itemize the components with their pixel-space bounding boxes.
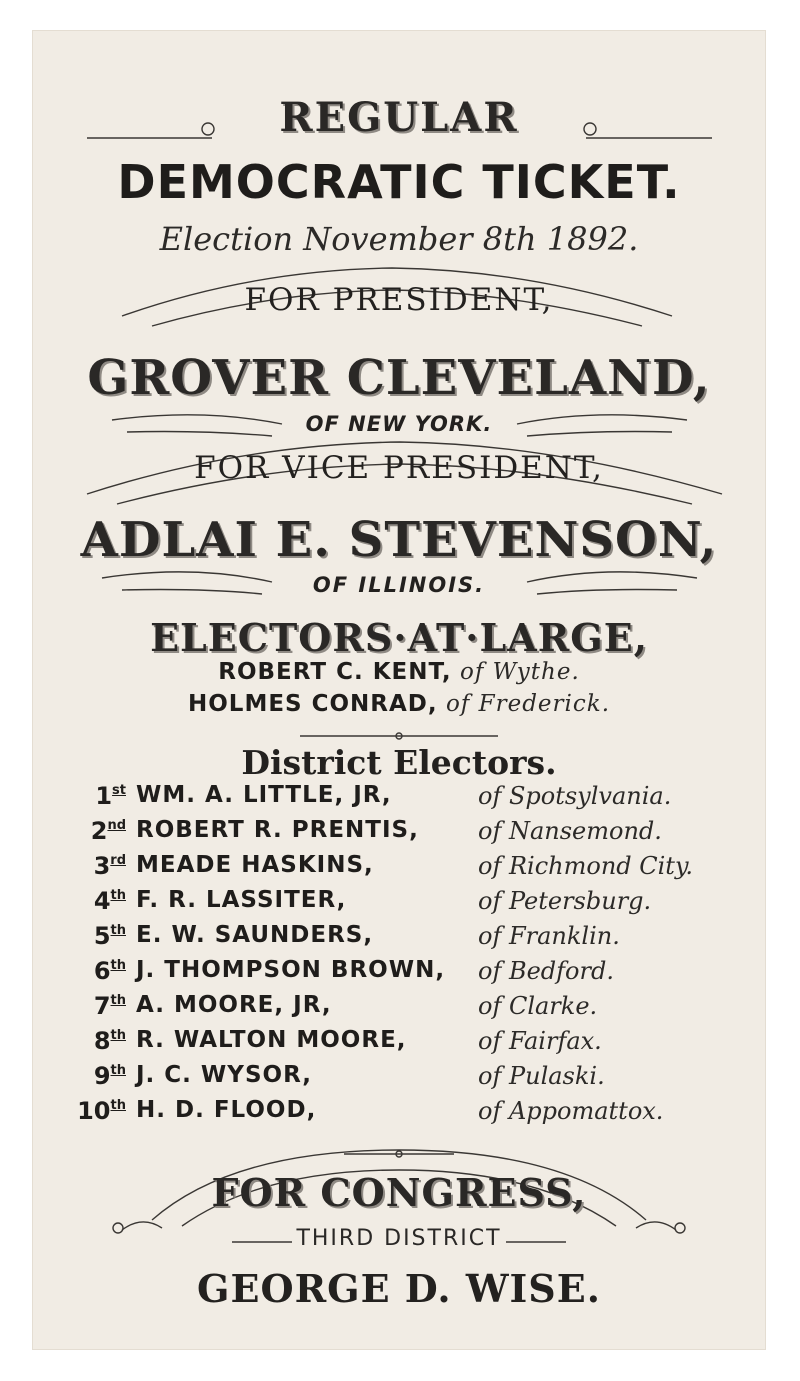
elector-place: of Fairfax. <box>478 1027 602 1055</box>
elector-place: of Wythe. <box>459 659 580 685</box>
district-ordinal: 8th <box>93 1027 126 1055</box>
elector-name: MEADE HASKINS, <box>136 852 374 878</box>
district-elector-row <box>32 887 766 921</box>
ticket-title: DEMOCRATIC TICKET. <box>117 155 681 209</box>
vice-president-state: OF ILLINOIS. <box>312 573 486 597</box>
elector-place: of Clarke. <box>478 992 598 1020</box>
elector-name: ROBERT C. KENT, <box>218 659 452 685</box>
district-elector-row <box>32 957 766 991</box>
elector-place: of Franklin. <box>478 922 620 950</box>
district-ordinal: 3rd <box>93 852 126 880</box>
for-congress-label: FOR CONGRESS, <box>211 1170 587 1215</box>
president-candidate: GROVER CLEVELAND, <box>87 350 711 406</box>
president-state: OF NEW YORK. <box>305 412 493 436</box>
district-elector-row <box>32 992 766 1026</box>
elector-place: of Petersburg. <box>478 887 652 915</box>
district-ordinal: 6th <box>93 957 126 985</box>
district-ordinal: 5th <box>93 922 126 950</box>
district-ordinal: 10th <box>77 1097 126 1125</box>
elector-place: of Spotsylvania. <box>478 782 672 810</box>
election-date: Election November 8th 1892. <box>159 220 639 258</box>
vice-president-candidate: ADLAI E. STEVENSON, <box>80 512 718 568</box>
district-elector-row <box>32 817 766 851</box>
elector-name: J. THOMPSON BROWN, <box>136 957 446 983</box>
elector-name: R. WALTON MOORE, <box>136 1027 407 1053</box>
district-ordinal: 9th <box>93 1062 126 1090</box>
congress-district: THIRD DISTRICT <box>296 1226 502 1251</box>
elector-place: of Appomattox. <box>478 1097 664 1125</box>
elector-place: of Frederick. <box>445 691 611 717</box>
district-elector-row <box>32 1097 766 1131</box>
elector-name: A. MOORE, JR, <box>136 992 332 1018</box>
elector-name: ROBERT R. PRENTIS, <box>136 817 419 843</box>
ballot-card <box>32 30 766 1350</box>
regular-heading: REGULAR <box>279 94 519 141</box>
elector-at-large <box>32 659 766 685</box>
elector-place: of Pulaski. <box>478 1062 605 1090</box>
elector-name: E. W. SAUNDERS, <box>136 922 374 948</box>
elector-place: of Richmond City. <box>478 852 693 880</box>
elector-place: of Bedford. <box>478 957 614 985</box>
district-ordinal: 7th <box>93 992 126 1020</box>
elector-at-large <box>32 691 766 717</box>
elector-name: WM. A. LITTLE, JR, <box>136 782 392 808</box>
elector-place: of Nansemond. <box>478 817 662 845</box>
district-ordinal: 2nd <box>90 817 126 845</box>
district-elector-row <box>32 1027 766 1061</box>
congress-candidate: GEORGE D. WISE. <box>197 1266 601 1311</box>
electors-at-large-heading: ELECTORS·AT·LARGE, <box>150 615 648 660</box>
district-elector-row <box>32 852 766 886</box>
for-vice-president-label: FOR VICE PRESIDENT, <box>194 450 604 486</box>
elector-name: H. D. FLOOD, <box>136 1097 317 1123</box>
district-ordinal: 1st <box>95 782 126 810</box>
elector-name: J. C. WYSOR, <box>136 1062 312 1088</box>
district-elector-row <box>32 1062 766 1096</box>
district-elector-row <box>32 922 766 956</box>
elector-name: F. R. LASSITER, <box>136 887 347 913</box>
district-electors-heading: District Electors. <box>241 743 557 782</box>
elector-name: HOLMES CONRAD, <box>187 691 438 717</box>
for-president-label: FOR PRESIDENT, <box>244 282 554 318</box>
district-ordinal: 4th <box>93 887 126 915</box>
district-elector-row <box>32 782 766 816</box>
